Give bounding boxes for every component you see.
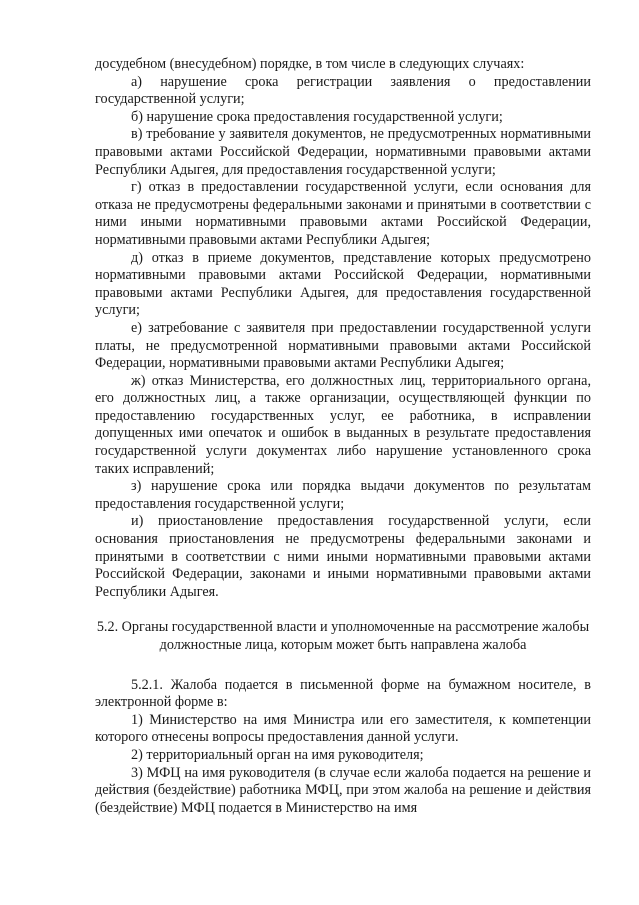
- list-item-g: г) отказ в предоставлении государственной услуги, если основания для отказа не предусмотрены федеральными законами и принятыми в соответствии с ними иными нормативными правовыми актами Российской Федерации, нормативными правовыми актами Республики Адыгея;: [95, 179, 591, 248]
- list-item-2: 2) территориальный орган на имя руководителя;: [131, 746, 424, 763]
- list-item-v: в) требование у заявителя документов, не предусмотренных нормативными правовыми актами Российской Федерации, нормативными правовыми актами Республики Адыгея, для предоставления государственной услуги;: [95, 126, 591, 178]
- list-item-z: з) нарушение срока или порядка выдачи документов по результатам предоставления государственной услуги;: [95, 478, 591, 512]
- paragraph-5-2-1: 5.2.1. Жалоба подается в письменной форме на бумажном носителе, в электронной форме в:: [95, 676, 591, 711]
- paragraph-intro: досудебном (внесудебном) порядке, в том числе в следующих случаях:: [95, 56, 525, 72]
- list-item-b: б) нарушение срока предоставления государственной услуги;: [131, 108, 503, 125]
- list-item-i: и) приостановление предоставления государственной услуги, если основания приостановления не предусмотрены федеральными законами и принятыми в соответствии с ними иными нормативными правовыми актами Российской Федерации, законами и иными нормативными правовыми актами Республики Адыгея.: [95, 513, 591, 600]
- document-body: [95, 56, 591, 817]
- section-heading: 5.2. Органы государственной власти и уполномоченные на рассмотрение жалобы должностные лица, которым может быть направлена жалоба: [96, 619, 590, 653]
- list-item-3: 3) МФЦ на имя руководителя (в случае если жалоба подается на решение и действия (бездействие) работника МФЦ, при этом жалоба на решение и действия (бездействие) МФЦ подается в Министерство на имя: [95, 764, 591, 816]
- list-item-d: д) отказ в приеме документов, представление которых предусмотрено нормативными правовыми актами Российской Федерации, нормативными правовыми актами Республики Адыгея, для предоставления государственной услуги;: [95, 249, 591, 319]
- list-item-e: е) затребование с заявителя при предоставлении государственной услуги платы, не предусмотренной нормативными правовыми актами Российской Федерации, нормативными правовыми актами Республики Адыгея;: [95, 319, 591, 372]
- list-item-a: а) нарушение срока регистрации заявления о предоставлении государственной услуги;: [95, 73, 591, 108]
- list-item-zh: ж) отказ Министерства, его должностных лиц, территориального органа, его должностных лиц, а также организации, осуществляющей функции по предоставлению государственных услуг, ее работника, в исправлении допущенных ими опечаток и ошибок в выданных в результате предоставления государственной услуги документах либо нарушение установленного срока таких исправлений;: [95, 372, 591, 477]
- list-item-1: 1) Министерство на имя Министра или его заместителя, к компетенции которого отнесены вопросы предоставления данной услуги.: [95, 711, 591, 746]
